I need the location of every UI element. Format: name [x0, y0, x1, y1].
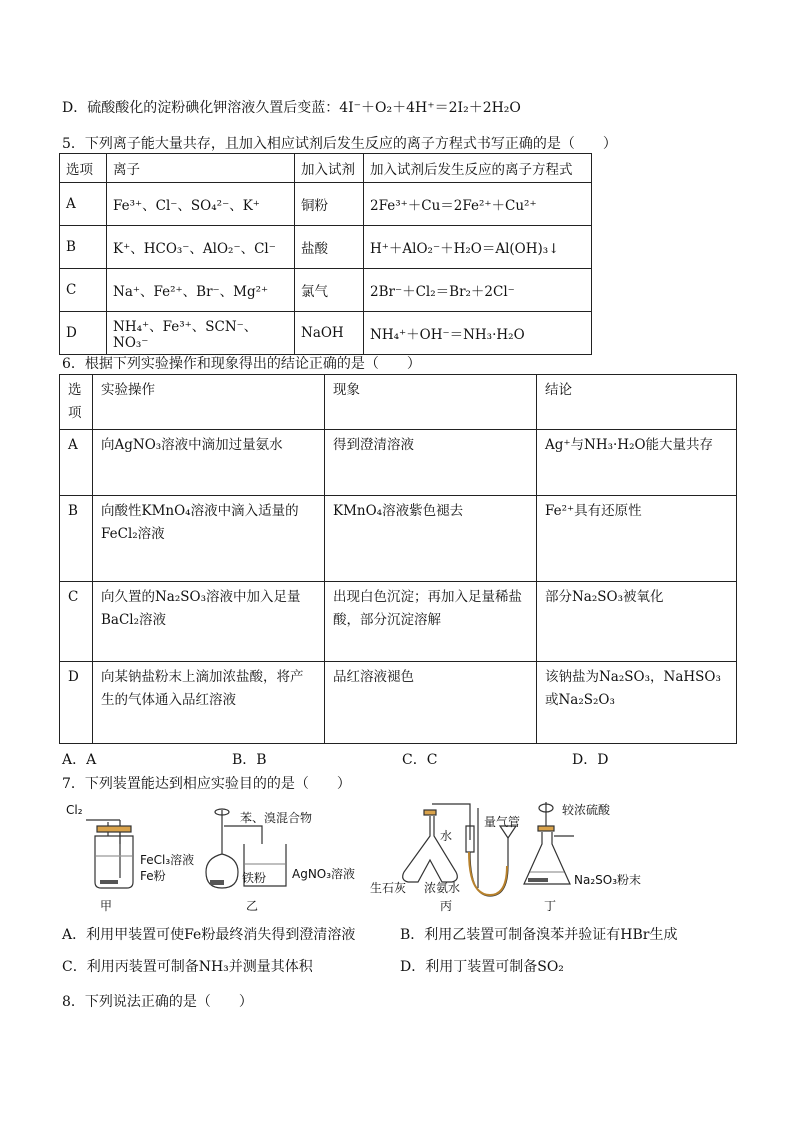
table-cell: 出现白色沉淀；再加入足量稀盐酸，部分沉淀溶解	[325, 581, 537, 661]
table-cell: 向酸性KMnO₄溶液中滴入适量的FeCl₂溶液	[93, 495, 325, 581]
table-cell: 向久置的Na₂SO₃溶液中加入足量BaCl₂溶液	[93, 581, 325, 661]
table-cell: 品红溶液褪色	[325, 661, 537, 743]
table-cell: 部分Na₂SO₃被氧化	[537, 581, 737, 661]
label-fecl3: FeCl₃溶液	[140, 853, 195, 867]
label-gas-tube: 量气管	[484, 815, 521, 829]
table-header: 加入试剂	[295, 154, 364, 183]
q6-table	[59, 374, 737, 744]
table-cell: NH₄⁺＋OH⁻＝NH₃·H₂O	[364, 312, 592, 355]
table-cell: C	[60, 581, 93, 661]
table-cell: NaOH	[295, 312, 364, 355]
q7-choice-d[interactable]: D．利用丁装置可制备SO₂	[400, 959, 564, 975]
table-header: 结论	[537, 375, 737, 430]
table-row	[60, 581, 737, 661]
apparatus-figure	[0, 796, 794, 926]
table-cell: K⁺、HCO₃⁻、AlO₂⁻、Cl⁻	[107, 226, 295, 269]
table-cell: C	[60, 269, 107, 312]
table-cell: B	[60, 495, 93, 581]
q6-stem: 6．根据下列实验操作和现象得出的结论正确的是（ ）	[62, 356, 421, 372]
option-d[interactable]: D．D	[572, 752, 609, 768]
table-cell: 该钠盐为Na₂SO₃，NaHSO₃或Na₂S₂O₃	[537, 661, 737, 743]
table-cell: Ag⁺与NH₃·H₂O能大量共存	[537, 429, 737, 495]
option-c[interactable]: C．C	[402, 752, 438, 768]
label-jia: 甲	[100, 899, 113, 913]
table-cell: 向AgNO₃溶液中滴加过量氨水	[93, 429, 325, 495]
table-cell: H⁺＋AlO₂⁻＋H₂O＝Al(OH)₃↓	[364, 226, 592, 269]
table-row	[60, 495, 737, 581]
label-water: 水	[440, 829, 453, 843]
table-cell: Na⁺、Fe²⁺、Br⁻、Mg²⁺	[107, 269, 295, 312]
table-cell: 向某钠盐粉末上滴加浓盐酸，将产生的气体通入品红溶液	[93, 661, 325, 743]
q7-stem: 7．下列装置能达到相应实验目的的是（ ）	[62, 776, 351, 792]
table-cell: Fe³⁺、Cl⁻、SO₄²⁻、K⁺	[107, 183, 295, 226]
table-cell: D	[60, 312, 107, 355]
option-a[interactable]: A．A	[62, 752, 97, 768]
table-cell: 得到澄清溶液	[325, 429, 537, 495]
table-row	[60, 226, 592, 269]
q8-stem: 8．下列说法正确的是（ ）	[62, 994, 253, 1010]
table-cell: 2Br⁻＋Cl₂＝Br₂＋2Cl⁻	[364, 269, 592, 312]
q7-choice-b[interactable]: B．利用乙装置可制备溴苯并验证有HBr生成	[400, 927, 678, 943]
table-cell: B	[60, 226, 107, 269]
label-yi: 乙	[246, 899, 259, 913]
label-fe: Fe粉	[140, 869, 166, 883]
table-row	[60, 312, 592, 355]
table-cell: Fe²⁺具有还原性	[537, 495, 737, 581]
table-cell: 铜粉	[295, 183, 364, 226]
q7-choice-c[interactable]: C．利用丙装置可制备NH₃并测量其体积	[62, 959, 313, 975]
label-cl2: Cl₂	[66, 803, 83, 817]
table-cell: A	[60, 429, 93, 495]
table-row	[60, 661, 737, 743]
label-na2so3: Na₂SO₃粉末	[574, 873, 642, 887]
table-header: 选项	[60, 375, 93, 430]
label-agno3: AgNO₃溶液	[292, 867, 356, 881]
table-header: 选项	[60, 154, 107, 183]
q4-option-d: D．硫酸酸化的淀粉碘化钾溶液久置后变蓝：4I⁻＋O₂＋4H⁺＝2I₂＋2H₂O	[62, 100, 521, 116]
q7-choice-a[interactable]: A．利用甲装置可使Fe粉最终消失得到澄清溶液	[62, 927, 356, 943]
q5-stem: 5．下列离子能大量共存，且加入相应试剂后发生反应的离子方程式书写正确的是（ ）	[62, 136, 617, 152]
table-header: 离子	[107, 154, 295, 183]
table-cell: KMnO₄溶液紫色褪去	[325, 495, 537, 581]
table-cell: NH₄⁺、Fe³⁺、SCN⁻、NO₃⁻	[107, 312, 295, 355]
table-header: 实验操作	[93, 375, 325, 430]
label-ammonia: 浓氨水	[424, 881, 461, 895]
table-cell: A	[60, 183, 107, 226]
q5-table	[59, 153, 592, 355]
option-b[interactable]: B．B	[232, 752, 267, 768]
label-ding: 丁	[544, 899, 557, 913]
table-cell: 盐酸	[295, 226, 364, 269]
table-row	[60, 269, 592, 312]
table-row	[60, 183, 592, 226]
table-header: 加入试剂后发生反应的离子方程式	[364, 154, 592, 183]
label-iron: 铁粉	[242, 871, 267, 885]
table-row	[60, 429, 737, 495]
label-bing: 丙	[440, 899, 453, 913]
q6-options	[62, 749, 742, 769]
label-lime: 生石灰	[370, 881, 407, 895]
label-h2so4: 较浓硫酸	[562, 803, 611, 817]
table-header: 现象	[325, 375, 537, 430]
table-cell: 2Fe³⁺＋Cu＝2Fe²⁺＋Cu²⁺	[364, 183, 592, 226]
table-cell: 氯气	[295, 269, 364, 312]
table-cell: D	[60, 661, 93, 743]
label-benzene: 苯、溴混合物	[240, 811, 313, 825]
